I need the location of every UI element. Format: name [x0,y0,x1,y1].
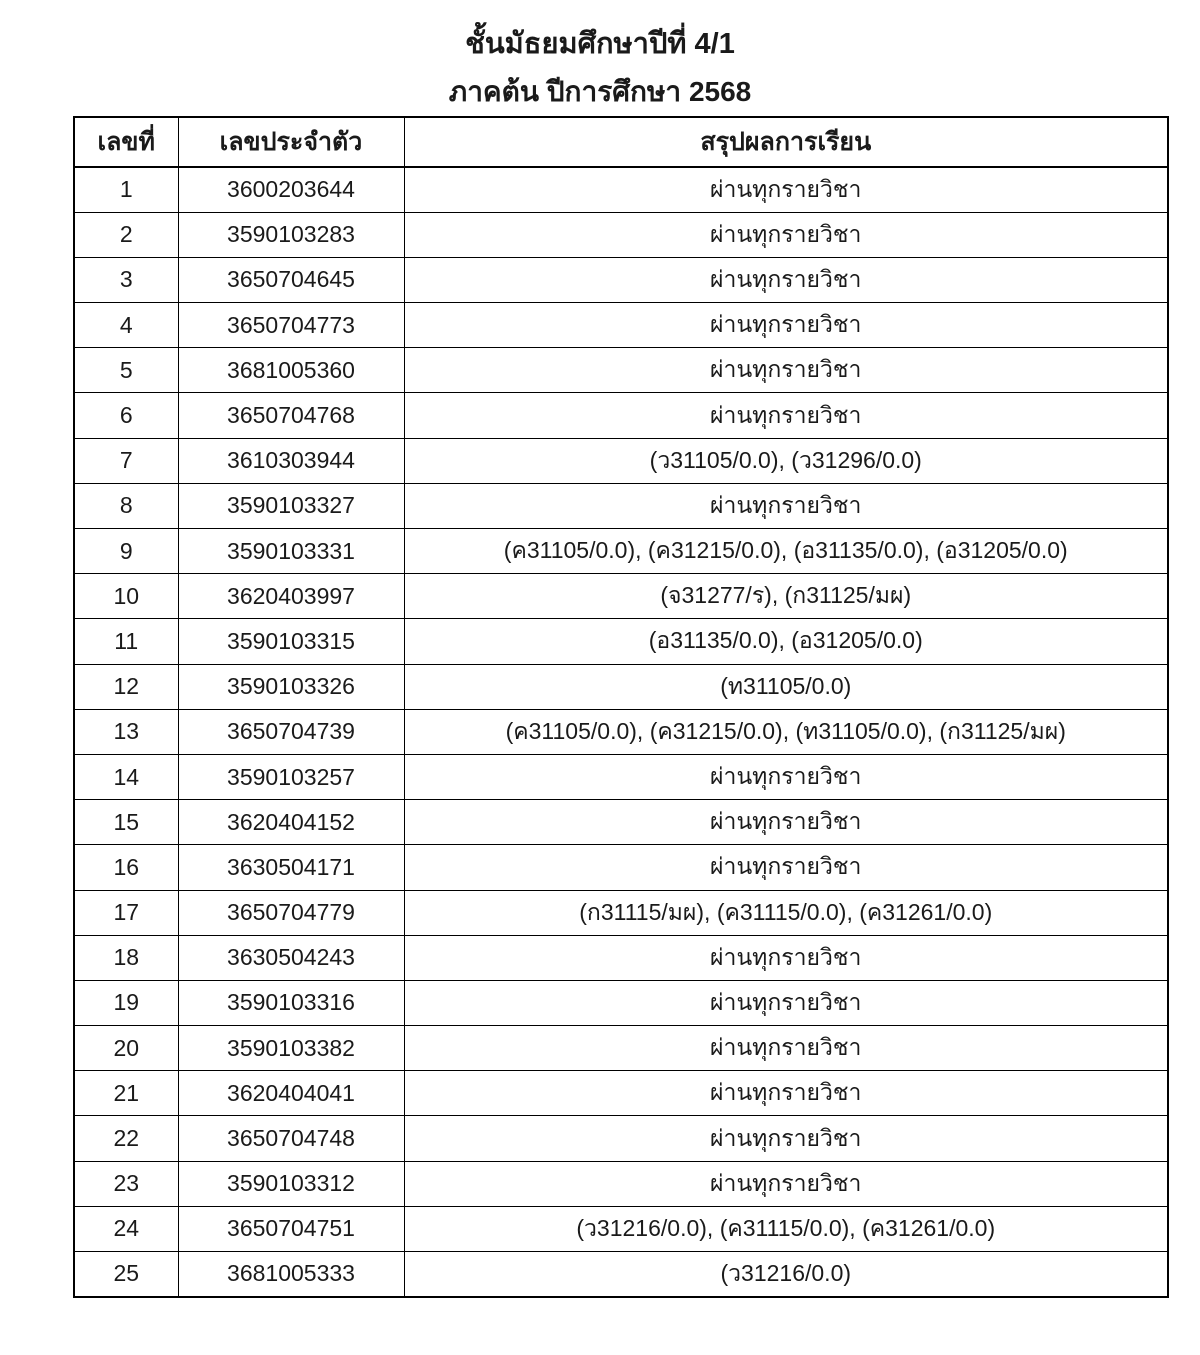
student-id-cell: 3610303944 [178,438,404,483]
row-number-cell: 25 [74,1252,178,1297]
table-row [74,574,1168,619]
result-summary-cell: ผ่านทุกรายวิชา [404,257,1168,302]
student-id-cell: 3650704751 [178,1206,404,1251]
row-number-cell: 2 [74,212,178,257]
result-summary-cell: ผ่านทุกรายวิชา [404,348,1168,393]
row-number-cell: 23 [74,1161,178,1206]
row-number-cell: 1 [74,167,178,212]
student-id-cell: 3650704779 [178,890,404,935]
table-row [74,348,1168,393]
student-id-cell: 3620404041 [178,1071,404,1116]
row-number-cell: 21 [74,1071,178,1116]
table-row [74,980,1168,1025]
result-summary-cell: (ท31105/0.0) [404,664,1168,709]
result-summary-cell: (อ31135/0.0), (อ31205/0.0) [404,619,1168,664]
result-summary-cell: (ว31105/0.0), (ว31296/0.0) [404,438,1168,483]
table-row [74,709,1168,754]
result-summary-cell: ผ่านทุกรายวิชา [404,845,1168,890]
table-row [74,1161,1168,1206]
row-number-cell: 5 [74,348,178,393]
row-number-cell: 7 [74,438,178,483]
table-row [74,393,1168,438]
page-title: ชั้นมัธยมศึกษาปีที่ 4/1 [465,28,735,60]
row-number-cell: 3 [74,257,178,302]
row-number-cell: 18 [74,935,178,980]
row-number-cell: 14 [74,754,178,799]
page-subtitle: ภาคต้น ปีการศึกษา 2568 [448,75,752,107]
table-row [74,257,1168,302]
result-summary-cell: ผ่านทุกรายวิชา [404,980,1168,1025]
student-id-cell: 3650704773 [178,303,404,348]
table-row [74,303,1168,348]
result-summary-cell: (ค31105/0.0), (ค31215/0.0), (ท31105/0.0), (ก31125/มผ) [404,709,1168,754]
student-id-cell: 3590103315 [178,619,404,664]
table-header-row [74,117,1168,167]
table-body [74,167,1168,1297]
table-row [74,1206,1168,1251]
student-id-cell: 3630504171 [178,845,404,890]
column-header-result-summary: สรุปผลการเรียน [404,117,1168,167]
result-summary-cell: ผ่านทุกรายวิชา [404,754,1168,799]
document-heading [0,26,1200,110]
table-row [74,890,1168,935]
table-row [74,167,1168,212]
result-summary-cell: ผ่านทุกรายวิชา [404,1026,1168,1071]
student-id-cell: 3590103283 [178,212,404,257]
student-id-cell: 3590103257 [178,754,404,799]
result-summary-cell: (ก31115/มผ), (ค31115/0.0), (ค31261/0.0) [404,890,1168,935]
row-number-cell: 24 [74,1206,178,1251]
result-summary-cell: ผ่านทุกรายวิชา [404,167,1168,212]
student-id-cell: 3620403997 [178,574,404,619]
row-number-cell: 12 [74,664,178,709]
row-number-cell: 10 [74,574,178,619]
student-id-cell: 3681005360 [178,348,404,393]
row-number-cell: 8 [74,483,178,528]
student-id-cell: 3590103316 [178,980,404,1025]
table-row [74,619,1168,664]
table-row [74,664,1168,709]
student-id-cell: 3600203644 [178,167,404,212]
student-id-cell: 3590103382 [178,1026,404,1071]
row-number-cell: 11 [74,619,178,664]
result-summary-cell: ผ่านทุกรายวิชา [404,212,1168,257]
column-header-student-id: เลขประจำตัว [178,117,404,167]
column-header-no: เลขที่ [74,117,178,167]
result-summary-cell: (จ31277/ร), (ก31125/มผ) [404,574,1168,619]
table-row [74,1026,1168,1071]
row-number-cell: 17 [74,890,178,935]
row-number-cell: 13 [74,709,178,754]
table-row [74,800,1168,845]
row-number-cell: 22 [74,1116,178,1161]
table-row [74,935,1168,980]
result-summary-cell: ผ่านทุกรายวิชา [404,1116,1168,1161]
result-summary-cell: ผ่านทุกรายวิชา [404,1161,1168,1206]
student-id-cell: 3590103331 [178,529,404,574]
row-number-cell: 16 [74,845,178,890]
row-number-cell: 6 [74,393,178,438]
result-summary-cell: ผ่านทุกรายวิชา [404,800,1168,845]
results-table [73,116,1169,1298]
table-row [74,529,1168,574]
student-id-cell: 3630504243 [178,935,404,980]
row-number-cell: 20 [74,1026,178,1071]
table-row [74,212,1168,257]
row-number-cell: 9 [74,529,178,574]
student-id-cell: 3590103312 [178,1161,404,1206]
result-summary-cell: (ค31105/0.0), (ค31215/0.0), (อ31135/0.0), (อ31205/0.0) [404,529,1168,574]
student-id-cell: 3681005333 [178,1252,404,1297]
student-id-cell: 3590103326 [178,664,404,709]
row-number-cell: 19 [74,980,178,1025]
result-summary-cell: ผ่านทุกรายวิชา [404,483,1168,528]
table-row [74,1116,1168,1161]
table-row [74,438,1168,483]
row-number-cell: 4 [74,303,178,348]
result-summary-cell: ผ่านทุกรายวิชา [404,303,1168,348]
result-summary-cell: ผ่านทุกรายวิชา [404,935,1168,980]
row-number-cell: 15 [74,800,178,845]
student-id-cell: 3650704768 [178,393,404,438]
student-id-cell: 3650704645 [178,257,404,302]
student-id-cell: 3650704739 [178,709,404,754]
table-row [74,483,1168,528]
student-id-cell: 3650704748 [178,1116,404,1161]
result-summary-cell: ผ่านทุกรายวิชา [404,393,1168,438]
table-row [74,845,1168,890]
result-summary-cell: ผ่านทุกรายวิชา [404,1071,1168,1116]
student-id-cell: 3590103327 [178,483,404,528]
table-row [74,1252,1168,1297]
table-row [74,1071,1168,1116]
student-id-cell: 3620404152 [178,800,404,845]
result-summary-cell: (ว31216/0.0), (ค31115/0.0), (ค31261/0.0) [404,1206,1168,1251]
table-row [74,754,1168,799]
result-summary-cell: (ว31216/0.0) [404,1252,1168,1297]
